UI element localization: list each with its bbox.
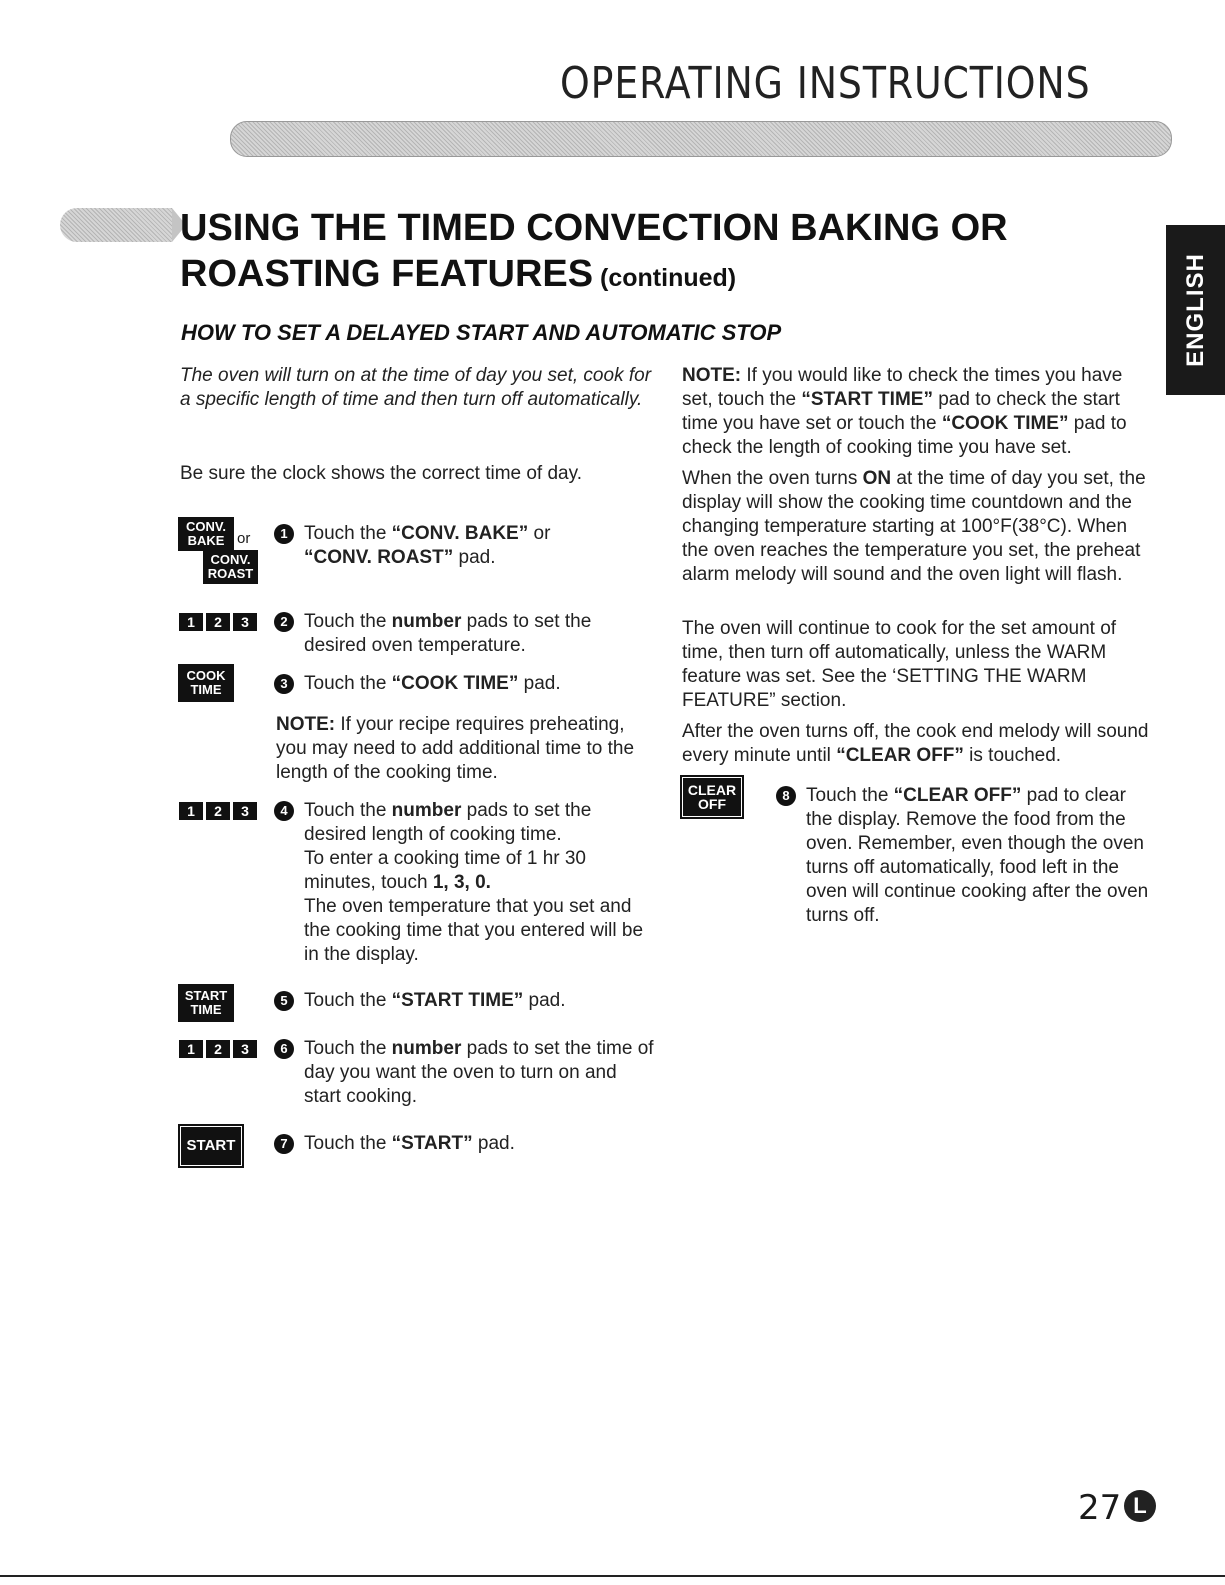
step-4: 4 Touch the number pads to set the desired length of cooking time. To enter a cooking time of 1 hr 30 minutes, touch 1, 3, 0. The oven temperature that you set and the cooking time that you entered will be in the display. [274, 799, 654, 967]
section-title-marker [60, 208, 172, 242]
step-number: 7 [274, 1134, 294, 1154]
section-title-line2: ROASTING FEATURES [180, 253, 594, 295]
number-pads-icon: 1 2 3 [179, 613, 257, 631]
page-header-title: OPERATING INSTRUCTIONS [560, 58, 1091, 109]
step-number: 8 [776, 786, 796, 806]
cook-time-pad-icon: COOK TIME [178, 664, 234, 702]
step-7: 7 Touch the “START” pad. [274, 1132, 654, 1156]
step-number: 2 [274, 612, 294, 632]
intro-paragraph: The oven will turn on at the time of day you set, cook for a specific length of time and then turn off automatically. [180, 365, 652, 410]
bottom-rule [0, 1575, 1225, 1577]
language-side-tab [1166, 225, 1225, 395]
section-title-continued: (continued) [593, 264, 737, 292]
step-number: 3 [274, 674, 294, 694]
step-number: 6 [274, 1039, 294, 1059]
step-5: 5 Touch the “START TIME” pad. [274, 989, 654, 1013]
warm-feature-paragraph: The oven will continue to cook for the set amount of time, then turn off automatically, unless the WARM feature was set. See the ‘SETTING THE WARM FEATURE” section. [682, 618, 1117, 711]
step-3: 3 Touch the “COOK TIME” pad. [274, 672, 654, 696]
section-title-line1: USING THE TIMED CONVECTION BAKING OR [180, 207, 1008, 249]
section-title [180, 205, 1008, 301]
preheat-note: NOTE: If your recipe requires preheating, you may need to add additional time to the length of the cooking time. [276, 714, 635, 783]
step-1: 1 Touch the “CONV. BAKE” or “CONV. ROAST” pad. [274, 522, 654, 570]
step-number: 5 [274, 991, 294, 1011]
clear-off-pad-icon: CLEAR OFF [680, 775, 744, 819]
page-number: 27 [1078, 1488, 1122, 1528]
number-pads-icon: 1 2 3 [179, 1040, 257, 1058]
clock-note: Be sure the clock shows the correct time of day. [180, 463, 582, 484]
start-time-pad-icon: START TIME [178, 984, 234, 1022]
conv-roast-pad-icon: CONV. ROAST [203, 550, 258, 584]
step-number: 4 [274, 801, 294, 821]
check-times-note: NOTE: If you would like to check the times you have set, touch the “START TIME” pad to check the start time you have set or touch the “COOK TIME” pad to check the length of cooking time you have set. [682, 365, 1127, 458]
step-number: 1 [274, 524, 294, 544]
step-2: 2 Touch the number pads to set the desired oven temperature. [274, 610, 654, 658]
start-pad-icon: START [178, 1124, 244, 1168]
step-8: 8 Touch the “CLEAR OFF” pad to clear the display. Remove the food from the oven. Remember, even though the oven turns off automatically, food left in the oven will continue cooking after the oven turns off. [776, 784, 1156, 928]
language-tab-label: ENGLISH [1181, 253, 1209, 367]
brand-logo-icon: L [1124, 1490, 1156, 1522]
oven-on-paragraph: When the oven turns ON at the time of day you set, the display will show the cooking time countdown and the changing temperature starting at 100°F(38°C). When the oven reaches the temperature you set, the preheat alarm melody will sound and the oven light will flash. [682, 468, 1146, 585]
step-6: 6 Touch the number pads to set the time of day you want the oven to turn on and start cooking. [274, 1037, 654, 1109]
cook-end-paragraph: After the oven turns off, the cook end melody will sound every minute until “CLEAR OFF” is touched. [682, 721, 1149, 766]
number-pads-icon: 1 2 3 [179, 802, 257, 820]
or-label: or [237, 530, 251, 547]
conv-bake-pad-icon: CONV. BAKE [178, 517, 234, 551]
section-subtitle: HOW TO SET A DELAYED START AND AUTOMATIC STOP [181, 320, 782, 345]
header-decorative-bar [230, 121, 1172, 157]
